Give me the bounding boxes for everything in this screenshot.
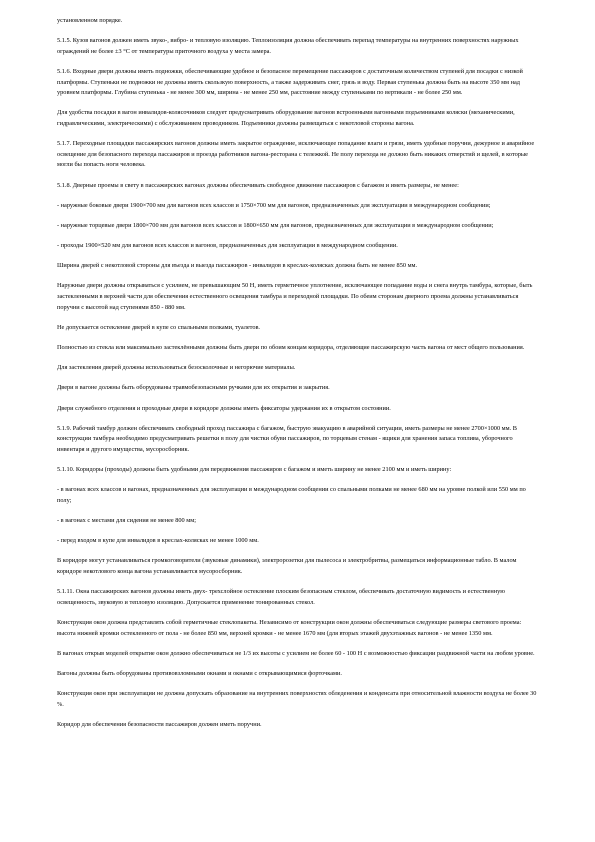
paragraph-5-1-11: 5.1.11. Окна пассажирских вагонов должны иметь двух- трехслойное остекление плоским безопасным стеклом, обеспечивать достаточную видимость и естественную освещенность, звуковую и тепловую изоляцию. Допускается применение тонированных стекол. <box>57 588 505 606</box>
paragraph-door-width: Ширина дверей с некотловой стороны для въезда и выезда пассажиров - инвалидов в креслах-колясках должна быть не менее 850 мм. <box>57 262 418 270</box>
list-item-passages: - проходы 1900×520 мм для вагонов всех классов и вагонов, предназначенных для эксплуатации в международном сообщении. <box>57 242 398 250</box>
paragraph-5-1-7: 5.1.7. Переходные площадки пассажирских вагонов должны иметь закрытое ограждение, исключающее попадание влаги и грязи, иметь удобные поручни, дежурное и аварийное освещение для безопасного перехода пассажиров и проезда работников вагона-ресторана с тележкой. Не полу перехода не должно быть никаких отверстий и щелей, в которые могли бы попасть ноги человека. <box>57 140 535 169</box>
paragraph-outer-doors: Наружные двери должны открываться с усилием, не превышающим 50 Н, иметь герметичное уплотнение, исключающее попадание воды и снега внутрь тамбура, которые, быть застекленными в верхней части для обеспечения естественного освещения тамбура и переходной площадки. По обеим сторонам дверного проема должны устанавливаться поручни с высотой над ступенями 850 - 880 мм. <box>57 282 533 311</box>
paragraph-glazing-materials: Для застекления дверей должны использоваться безосколочные и негорючие материалы. <box>57 364 296 372</box>
paragraph-no-glazing: Не допускается остекление дверей в купе со спальными полками, туалетов. <box>57 323 261 331</box>
paragraph-window-construction: Конструкция окон должна представлять собой герметичные стеклопакеты. Независимо от конструкции окон должны обеспечиваться следующие размеры светового проема: высота нижней кромки остекленного от пола - не более 850 мм, верхней кромки - не менее 1670 мм (для вторых этажей двухэтажных вагонов - не менее 1350 мм. <box>57 619 522 637</box>
paragraph-5-1-9: 5.1.9. Рабочий тамбур должен обеспечивать свободный проход пассажира с багажом, быструю эвакуацию в аварийной ситуации, иметь размеры не менее 2700×1000 мм. В конструкции тамбура необходимо предусматривать решетки в полу для чистки обуви пассажиров, по торцевым стенам - ящики для хранения запаса топлива, уборочного инвентаря и другого имущества, мусоросборник. <box>57 424 517 453</box>
paragraph-5-1-10: 5.1.10. Коридоры (проходы) должны быть удобными для передвижения пассажиров с багажом и иметь ширину не менее 2100 мм и иметь ширину: <box>57 466 452 474</box>
paragraph-5-1-6: 5.1.6. Входные двери должны иметь подножки, обеспечивающие удобное и безопасное перемещение пассажиров с достаточным количеством ступеней для посадки с низкой платформы. Ступеньки не подножки не должны иметь скользкую поверхность, а также задерживать снег, грязь и воду. Первая ступенька должна быть на высоте 350 мм над уровнем платформы. Глубина ступенька - не менее 300 мм, ширина - не менее 250 мм, расстояние между ступеньками по вертикали - не более 250 мм. <box>57 67 523 97</box>
list-item-wheelchair-entry: - перед входом в купе для инвалидов в креслах-колясках не менее 1000 мм. <box>57 537 259 545</box>
paragraph-corridor-equipment: В коридоре могут устанавливаться громкоговорители (звуковые динамики), электророзетки для пылесоса и электробритвы, размещаться информационные табло. В малом коридоре некотлового конца вагона устанавливается мусоросборник. <box>57 557 517 576</box>
paragraph-lift-equipment: Для удобства посадки в вагон инвалидов-колясочников следует предусматривать оборудование вагонов встроенными вагонными подъемниками коляски (механическими, гидравлическими, электрическими) с обслуживанием проводником. Подъемники должны размещаться с некотловой стороны вагона. <box>57 109 515 127</box>
paragraph-window-opening: В вагонах открыв моделей открытие окон должно обеспечиваться не 1/3 их высоты с усилием не более 60 - 100 Н с возможностью фиксации раздвижной части на любом уровне. <box>57 649 535 657</box>
list-item-seating-cars: - в вагонах с местами для сидения не менее 800 мм; <box>57 517 196 525</box>
paragraph-5-1-5: 5.1.5. Кузов вагонов должен иметь звуко-, вибро- и тепловую изоляцию. Теплоизоляция должна обеспечивать перепад температуры на внутренних поверхностях наружных ограждений не более ±3 °С от температуры приточного воздуха у места замера. <box>57 37 519 55</box>
paragraph-window-types: Вагоны должны быть оборудованы противовзломными окнами и окнами с открывающимися форточками. <box>57 670 342 677</box>
paragraph-glass-doors: Полностью из стекла или максимально застеклёнными должны быть двери по обоим концам коридора, отделяющие пассажирскую часть вагона от мест общего пользования. <box>57 344 525 351</box>
paragraph-condensation: Конструкция окон при эксплуатации не должна допускать образование на внутренних поверхностях обледенения и конденсата при относительной влажности воздуха не более 30 %. <box>57 690 537 708</box>
paragraph-continuation: установленном порядке. <box>57 17 123 24</box>
list-item-end-doors: - наружные торцевые двери 1800×700 мм для вагонов всех классов и 1800×650 мм для вагонов, предназначенных для эксплуатации в международном сообщении; <box>57 221 494 229</box>
paragraph-door-latches: Двери служебного отделения и проходные двери в коридоре должны иметь фиксаторы удержания их в открытом состоянии. <box>57 404 391 412</box>
paragraph-door-handles: Двери в вагоне должны быть оборудованы травмобезопасными ручками для их открытия и закрытия. <box>57 384 330 392</box>
paragraph-handrails: Коридор для обеспечения безопасности пассажиров должен иметь поручни. <box>57 720 262 728</box>
list-item-side-doors: - наружные боковые двери 1900×700 мм для вагонов всех классов и 1750×700 мм для вагонов, предназначенных для эксплуатации в международном сообщении; <box>57 201 491 209</box>
list-item-sleeping-cars: - в вагонах всех классов и вагонах, предназначенных для эксплуатации в международном сообщении со спальными полками не менее 680 мм на уровне полкой или 550 мм по полу; <box>57 486 526 504</box>
paragraph-5-1-8: 5.1.8. Дверные проемы в свету в пассажирских вагонах должны обеспечивать свободное движение пассажиров с багажом и иметь размеры, не менее: <box>57 181 459 189</box>
